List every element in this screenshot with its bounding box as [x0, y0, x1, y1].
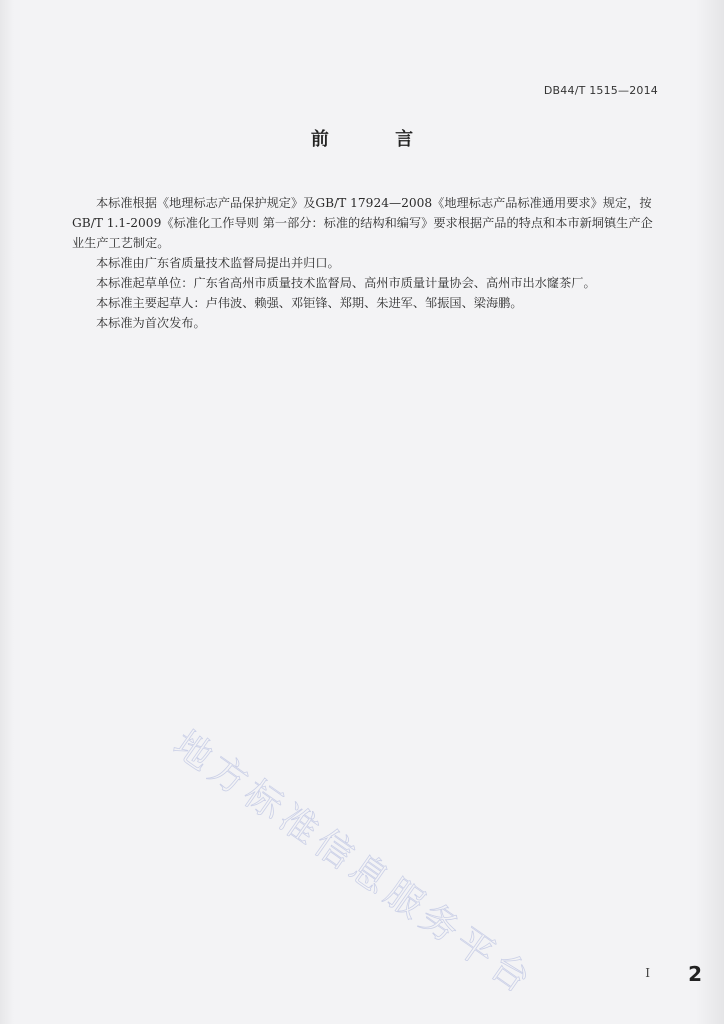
roman-page-mark: I — [645, 966, 650, 980]
paragraph-first-release: 本标准为首次发布。 — [96, 316, 206, 330]
section-title: 前 言 — [310, 129, 444, 150]
document-code: DB44/T 1515—2014 — [543, 84, 658, 97]
watermark: 地方标准信息服务平台 — [165, 722, 543, 1005]
foreword-body — [72, 193, 662, 333]
page-number: 2 — [688, 962, 702, 986]
paragraph-basis: 本标准根据《地理标志产品保护规定》及GB/T 17924—2008《地理标志产品标准通用要求》规定，按GB/T 1.1-2009《标准化工作导则 第一部分：标准的结构和编写》要求根据产品的特点和本市新垌镇生产企业生产工艺制定。 — [72, 196, 653, 250]
paragraph-drafting-units: 本标准起草单位：广东省高州市质量技术监督局、高州市质量计量协会、高州市出水窿茶厂。 — [96, 276, 596, 290]
paragraph-proposer: 本标准由广东省质量技术监督局提出并归口。 — [96, 256, 340, 270]
paragraph-drafters: 本标准主要起草人：卢伟波、赖强、邓钜锋、郑期、朱进军、邹振国、梁海鹏。 — [96, 296, 523, 310]
